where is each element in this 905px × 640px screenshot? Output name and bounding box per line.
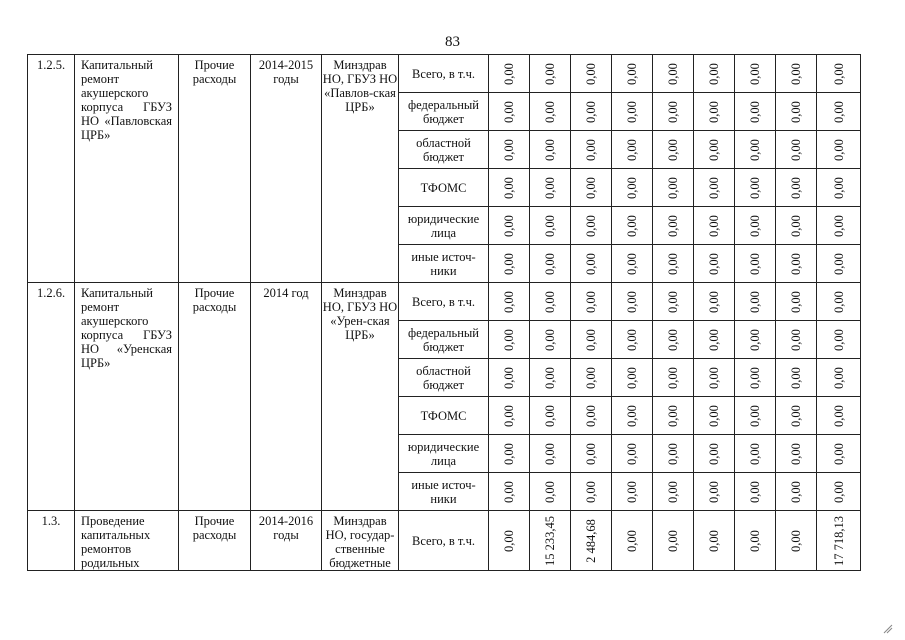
amount-cell [817,245,861,283]
amount-value: 0,00 [789,404,803,427]
amount-value: 0,00 [666,404,680,427]
item-number: 1.2.6. [28,283,75,511]
amount-value: 0,00 [625,138,639,161]
amount-cell [489,245,530,283]
amount-cell [612,169,653,207]
amount-value: 0,00 [584,62,598,85]
amount-value: 0,00 [666,328,680,351]
amount-cell [571,131,612,169]
amount-value: 0,00 [584,404,598,427]
amount-cell [694,435,735,473]
funding-source-label: ТФОМС [399,169,489,207]
amount-cell [530,169,571,207]
amount-cell [776,511,817,571]
amount-value: 0,00 [707,252,721,275]
amount-value: 0,00 [502,62,516,85]
expense-type: Прочие расходы [179,511,251,571]
amount-cell [653,511,694,571]
amount-value: 0,00 [789,290,803,313]
amount-cell [776,131,817,169]
funding-source-label: областной бюджет [399,359,489,397]
amount-value: 0,00 [666,62,680,85]
executor: Минздрав НО, государ-ственные бюджетные [322,511,399,571]
amount-value: 0,00 [625,328,639,351]
amount-cell [489,283,530,321]
amount-cell [489,473,530,511]
amount-value: 0,00 [748,62,762,85]
amount-value: 0,00 [831,214,846,237]
amount-value: 0,00 [502,252,516,275]
amount-value: 0,00 [543,366,557,389]
amount-value: 0,00 [625,62,639,85]
amount-value: 0,00 [707,100,721,123]
amount-value: 0,00 [707,404,721,427]
amount-cell [653,359,694,397]
amount-cell [735,359,776,397]
amount-value: 0,00 [543,100,557,123]
amount-value: 0,00 [748,366,762,389]
amount-value: 0,00 [625,176,639,199]
funding-source-label: Всего, в т.ч. [399,511,489,571]
amount-cell [776,207,817,245]
amount-cell [735,207,776,245]
amount-cell [776,93,817,131]
amount-value: 0,00 [707,214,721,237]
amount-value: 0,00 [707,138,721,161]
amount-cell [735,169,776,207]
amount-value: 0,00 [584,100,598,123]
amount-value: 2 484,68 [584,518,598,563]
amount-cell [694,93,735,131]
amount-cell [571,283,612,321]
amount-value: 0,00 [831,366,846,389]
period: 2014-2015 годы [251,55,322,283]
amount-cell [489,93,530,131]
amount-cell [653,397,694,435]
table-row [28,511,861,571]
amount-cell [817,55,861,93]
amount-value: 0,00 [584,366,598,389]
amount-value: 0,00 [666,100,680,123]
amount-value: 0,00 [543,252,557,275]
amount-cell [653,55,694,93]
amount-value: 0,00 [543,480,557,503]
amount-value: 0,00 [748,328,762,351]
amount-cell [735,435,776,473]
amount-cell [489,435,530,473]
funding-source-label: областной бюджет [399,131,489,169]
amount-cell [776,397,817,435]
amount-cell [817,435,861,473]
amount-cell [735,131,776,169]
amount-cell [694,359,735,397]
amount-value: 0,00 [625,480,639,503]
amount-value: 0,00 [707,290,721,313]
amount-cell [817,359,861,397]
amount-cell [776,283,817,321]
item-name: Капитальный ремонт акушерского корпуса ГБУЗ НО «Павловская ЦРБ» [75,55,179,283]
table-row [28,283,861,321]
amount-value: 0,00 [789,252,803,275]
amount-cell [530,245,571,283]
amount-cell [817,93,861,131]
amount-cell [653,283,694,321]
amount-value: 0,00 [748,529,762,552]
amount-value: 0,00 [543,328,557,351]
amount-cell [530,511,571,571]
amount-cell [612,283,653,321]
amount-cell [694,55,735,93]
amount-value: 0,00 [789,529,803,552]
amount-value: 0,00 [707,529,721,552]
funding-source-label: юридические лица [399,207,489,245]
amount-value: 0,00 [789,138,803,161]
funding-source-label: Всего, в т.ч. [399,55,489,93]
amount-value: 0,00 [748,138,762,161]
amount-value: 0,00 [666,480,680,503]
amount-cell [735,55,776,93]
amount-cell [530,55,571,93]
amount-value: 0,00 [543,214,557,237]
amount-value: 0,00 [707,480,721,503]
amount-value: 0,00 [543,404,557,427]
amount-cell [694,245,735,283]
executor: Минздрав НО, ГБУЗ НО «Урен-ская ЦРБ» [322,283,399,511]
amount-cell [817,283,861,321]
amount-value: 0,00 [666,366,680,389]
item-number: 1.3. [28,511,75,571]
amount-cell [653,473,694,511]
amount-cell [653,207,694,245]
amount-cell [530,131,571,169]
amount-value: 0,00 [543,290,557,313]
amount-value: 0,00 [789,100,803,123]
amount-value: 0,00 [707,442,721,465]
amount-cell [776,473,817,511]
amount-value: 0,00 [831,176,846,199]
executor: Минздрав НО, ГБУЗ НО «Павлов-ская ЦРБ» [322,55,399,283]
amount-cell [776,435,817,473]
amount-cell [612,435,653,473]
amount-cell [817,207,861,245]
amount-value: 0,00 [748,100,762,123]
amount-cell [571,321,612,359]
amount-value: 0,00 [584,252,598,275]
amount-value: 0,00 [789,366,803,389]
amount-cell [735,473,776,511]
amount-cell [489,169,530,207]
amount-value: 0,00 [625,366,639,389]
amount-value: 0,00 [831,252,846,275]
amount-value: 0,00 [707,328,721,351]
amount-value: 15 233,45 [543,515,557,566]
amount-value: 0,00 [625,290,639,313]
funding-source-label: иные источ-ники [399,245,489,283]
table-row [28,55,861,93]
amount-value: 0,00 [543,442,557,465]
amount-cell [571,207,612,245]
amount-value: 0,00 [502,176,516,199]
amount-value: 0,00 [666,442,680,465]
amount-cell [653,169,694,207]
amount-cell [571,245,612,283]
amount-value: 0,00 [625,529,639,552]
amount-value: 0,00 [625,100,639,123]
amount-cell [776,359,817,397]
corner-mark-icon [883,624,893,634]
amount-value: 0,00 [748,214,762,237]
amount-value: 0,00 [502,404,516,427]
amount-cell [530,435,571,473]
amount-cell [530,321,571,359]
amount-value: 0,00 [789,442,803,465]
amount-value: 0,00 [502,328,516,351]
amount-value: 0,00 [831,290,846,313]
amount-cell [694,321,735,359]
funding-source-label: иные источ-ники [399,473,489,511]
amount-value: 0,00 [789,62,803,85]
amount-value: 0,00 [707,366,721,389]
amount-value: 0,00 [748,290,762,313]
amount-cell [694,207,735,245]
amount-value: 0,00 [707,62,721,85]
amount-cell [776,245,817,283]
amount-cell [530,207,571,245]
item-number: 1.2.5. [28,55,75,283]
funding-source-label: Всего, в т.ч. [399,283,489,321]
amount-cell [612,397,653,435]
amount-cell [530,473,571,511]
funding-source-label: ТФОМС [399,397,489,435]
amount-value: 0,00 [502,366,516,389]
amount-value: 0,00 [502,290,516,313]
amount-cell [776,55,817,93]
amount-value: 0,00 [625,252,639,275]
amount-cell [735,283,776,321]
expense-type: Прочие расходы [179,283,251,511]
amount-cell [653,93,694,131]
amount-cell [612,321,653,359]
amount-value: 0,00 [584,176,598,199]
amount-cell [817,511,861,571]
amount-cell [571,473,612,511]
amount-cell [694,169,735,207]
amount-cell [489,55,530,93]
amount-value: 0,00 [707,176,721,199]
amount-cell [612,245,653,283]
funding-source-label: федеральный бюджет [399,93,489,131]
amount-value: 0,00 [502,529,516,552]
amount-cell [653,131,694,169]
amount-value: 0,00 [789,176,803,199]
amount-value: 0,00 [748,480,762,503]
amount-value: 0,00 [584,328,598,351]
amount-cell [694,473,735,511]
amount-value: 0,00 [543,62,557,85]
amount-cell [817,321,861,359]
amount-cell [571,359,612,397]
amount-cell [735,321,776,359]
amount-cell [571,397,612,435]
amount-cell [694,397,735,435]
amount-value: 0,00 [789,214,803,237]
period: 2014-2016 годы [251,511,322,571]
amount-cell [489,511,530,571]
amount-value: 0,00 [831,328,846,351]
amount-cell [612,511,653,571]
amount-value: 0,00 [502,214,516,237]
amount-value: 0,00 [666,290,680,313]
amount-cell [489,207,530,245]
amount-cell [530,283,571,321]
amount-value: 0,00 [584,480,598,503]
amount-cell [735,93,776,131]
amount-value: 0,00 [831,62,846,85]
amount-cell [612,473,653,511]
amount-value: 0,00 [584,214,598,237]
page-number: 83 [445,34,460,50]
amount-value: 0,00 [666,214,680,237]
amount-cell [489,321,530,359]
amount-value: 0,00 [625,214,639,237]
amount-value: 0,00 [666,252,680,275]
amount-cell [694,511,735,571]
amount-cell [653,245,694,283]
amount-value: 0,00 [748,176,762,199]
amount-cell [653,321,694,359]
amount-value: 0,00 [666,529,680,552]
amount-cell [612,93,653,131]
amount-value: 0,00 [502,442,516,465]
amount-cell [817,131,861,169]
amount-value: 0,00 [831,404,846,427]
period: 2014 год [251,283,322,511]
amount-cell [612,359,653,397]
amount-cell [776,169,817,207]
amount-cell [735,245,776,283]
amount-cell [694,131,735,169]
amount-value: 0,00 [502,138,516,161]
amount-value: 0,00 [625,404,639,427]
budget-table [27,54,861,571]
amount-value: 0,00 [831,138,846,161]
amount-cell [530,93,571,131]
amount-cell [735,397,776,435]
amount-cell [817,397,861,435]
amount-value: 0,00 [502,100,516,123]
amount-value: 0,00 [666,176,680,199]
amount-value: 0,00 [666,138,680,161]
amount-value: 0,00 [584,138,598,161]
amount-cell [612,131,653,169]
amount-cell [817,473,861,511]
amount-cell [694,283,735,321]
amount-cell [530,359,571,397]
funding-source-label: юридические лица [399,435,489,473]
amount-cell [489,131,530,169]
funding-source-label: федеральный бюджет [399,321,489,359]
amount-value: 0,00 [831,442,846,465]
amount-value: 0,00 [789,328,803,351]
expense-type: Прочие расходы [179,55,251,283]
amount-cell [489,397,530,435]
amount-value: 0,00 [748,442,762,465]
amount-cell [612,55,653,93]
amount-cell [612,207,653,245]
amount-value: 0,00 [748,252,762,275]
item-name: Капитальный ремонт акушерского корпуса ГБУЗ НО «Уренская ЦРБ» [75,283,179,511]
amount-value: 0,00 [625,442,639,465]
amount-value: 0,00 [584,290,598,313]
amount-cell [530,397,571,435]
amount-value: 0,00 [789,480,803,503]
amount-cell [817,169,861,207]
amount-cell [735,511,776,571]
amount-value: 0,00 [543,138,557,161]
amount-cell [653,435,694,473]
amount-cell [776,321,817,359]
amount-cell [571,511,612,571]
amount-cell [571,93,612,131]
amount-cell [571,169,612,207]
amount-value: 0,00 [748,404,762,427]
item-name: Проведение капитальных ремонтов родильных [75,511,179,571]
amount-value: 0,00 [831,480,846,503]
amount-value: 0,00 [502,480,516,503]
amount-value: 0,00 [584,442,598,465]
amount-value: 0,00 [831,100,846,123]
amount-cell [571,55,612,93]
amount-value: 0,00 [543,176,557,199]
amount-value: 17 718,13 [831,515,846,566]
amount-cell [571,435,612,473]
amount-cell [489,359,530,397]
